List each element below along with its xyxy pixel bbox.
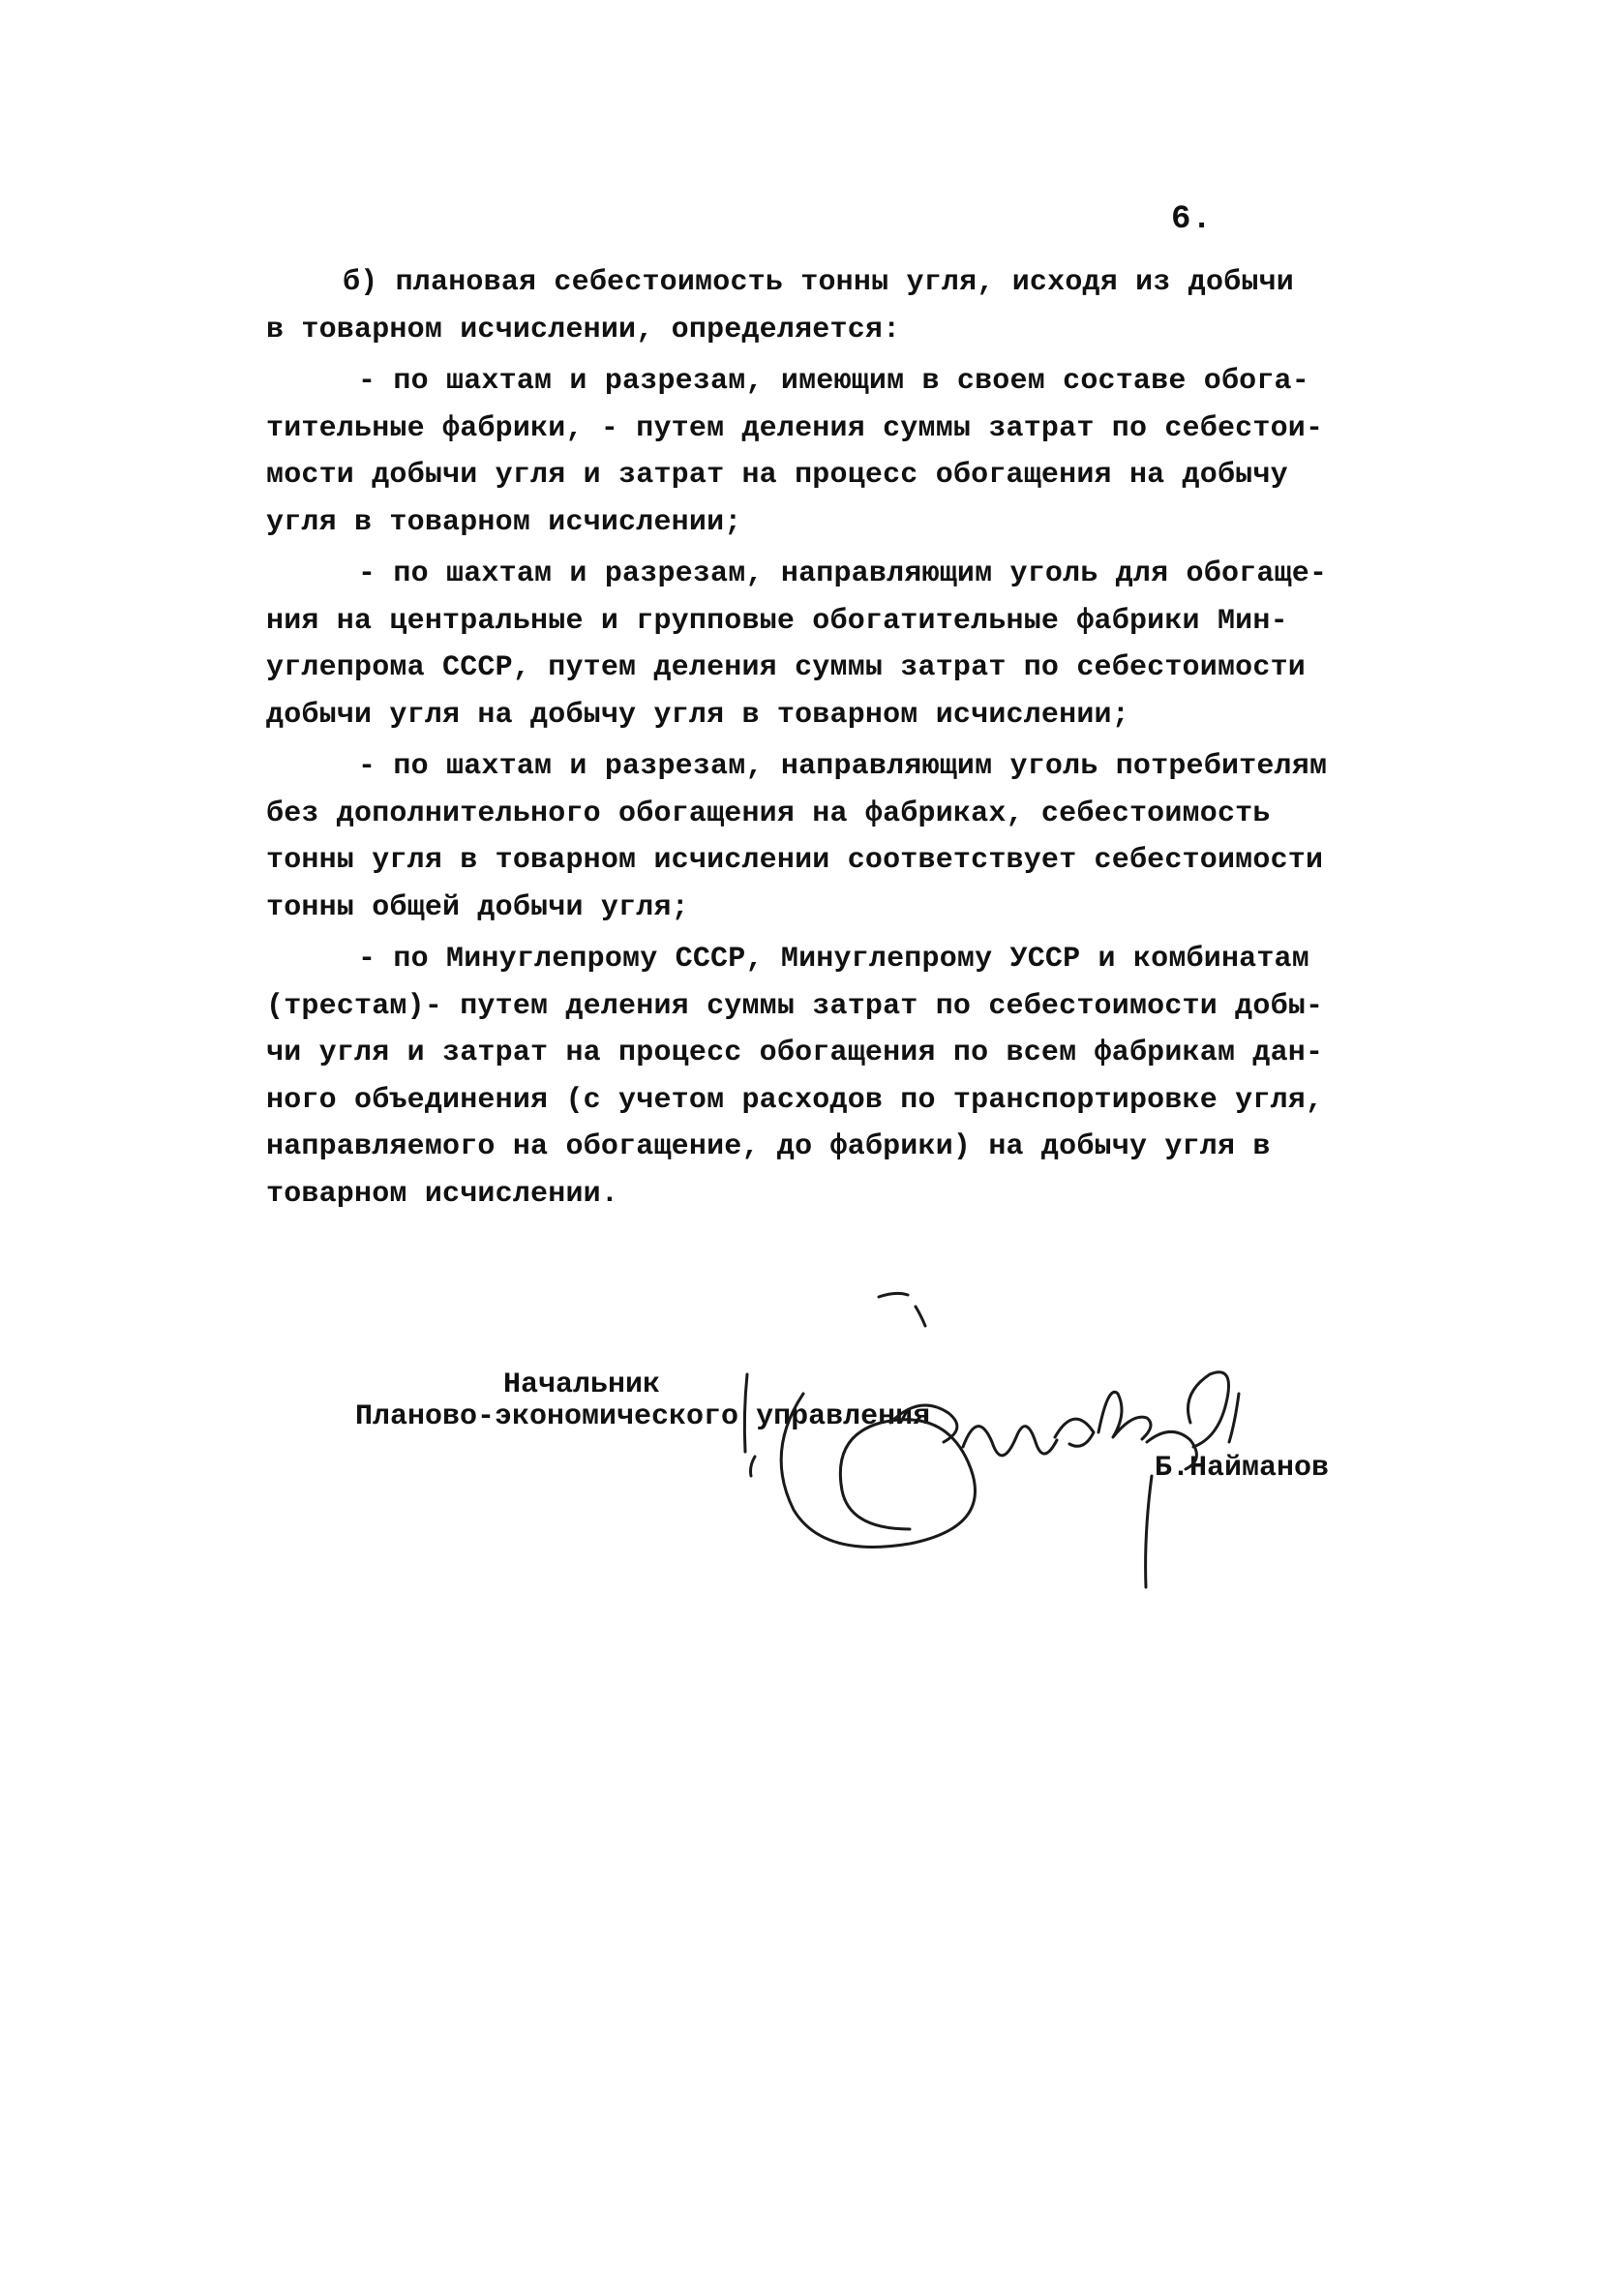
paragraph-mines-to-consumers <box>266 743 1413 931</box>
text-line: ного объединения (с учетом расходов по транспортировке угля, <box>266 1083 1324 1117</box>
text-line: тонны общей добычи угля; <box>266 890 689 924</box>
text-line: направляемого на обогащение, до фабрики) на добычу угля в <box>266 1130 1271 1163</box>
text-line: без дополнительного обогащения на фабриках, себестоимость <box>266 797 1271 830</box>
text-line: б) плановая себестоимость тонны угля, исходя из добычи <box>343 266 1294 299</box>
text-line: - по Минуглепрому СССР, Минуглепрому УССР и комбинатам <box>358 943 1309 976</box>
signer-name: Б.Найманов <box>1155 1452 1330 1485</box>
paragraph-mines-central-plants <box>266 551 1413 738</box>
signer-title: Начальник <box>503 1369 661 1401</box>
text-line: мости добычи угля и затрат на процесс обогащения на добычу <box>266 459 1288 492</box>
text-line: - по шахтам и разрезам, направляющим уголь потребителям <box>358 750 1328 783</box>
paragraph-ministry <box>266 936 1413 1218</box>
handwritten-signature <box>736 1278 1278 1597</box>
text-line: добычи угля на добычу угля в товарном исчислении; <box>266 698 1129 732</box>
text-line: тительные фабрики, - путем деления суммы затрат по себестои- <box>266 411 1324 445</box>
text-line: товарном исчислении. <box>266 1177 619 1211</box>
paragraph-mines-with-plants <box>266 358 1413 546</box>
text-line: чи угля и затрат на процесс обогащения по всем фабрикам дан- <box>266 1037 1324 1069</box>
document-body <box>266 259 1413 1218</box>
page-number: 6. <box>1171 201 1213 238</box>
text-line: в товарном исчислении, определяется: <box>266 313 901 346</box>
text-line: угля в товарном исчислении; <box>266 505 742 539</box>
text-line: тонны угля в товарном исчислении соответствует себестоимости <box>266 844 1324 877</box>
text-line: - по шахтам и разрезам, имеющим в своем составе обога- <box>358 365 1309 398</box>
text-line: ния на центральные и групповые обогатительные фабрики Мин- <box>266 604 1288 638</box>
text-line: углепрома СССР, путем деления суммы затрат по себестоимости <box>266 651 1306 684</box>
text-line: (трестам)- путем деления суммы затрат по себестоимости добы- <box>266 989 1324 1023</box>
paragraph-planned-cost <box>266 259 1413 353</box>
signer-department: Планово-экономического управления <box>355 1400 931 1433</box>
text-line: - по шахтам и разрезам, направляющим уголь для обогаще- <box>358 557 1328 590</box>
